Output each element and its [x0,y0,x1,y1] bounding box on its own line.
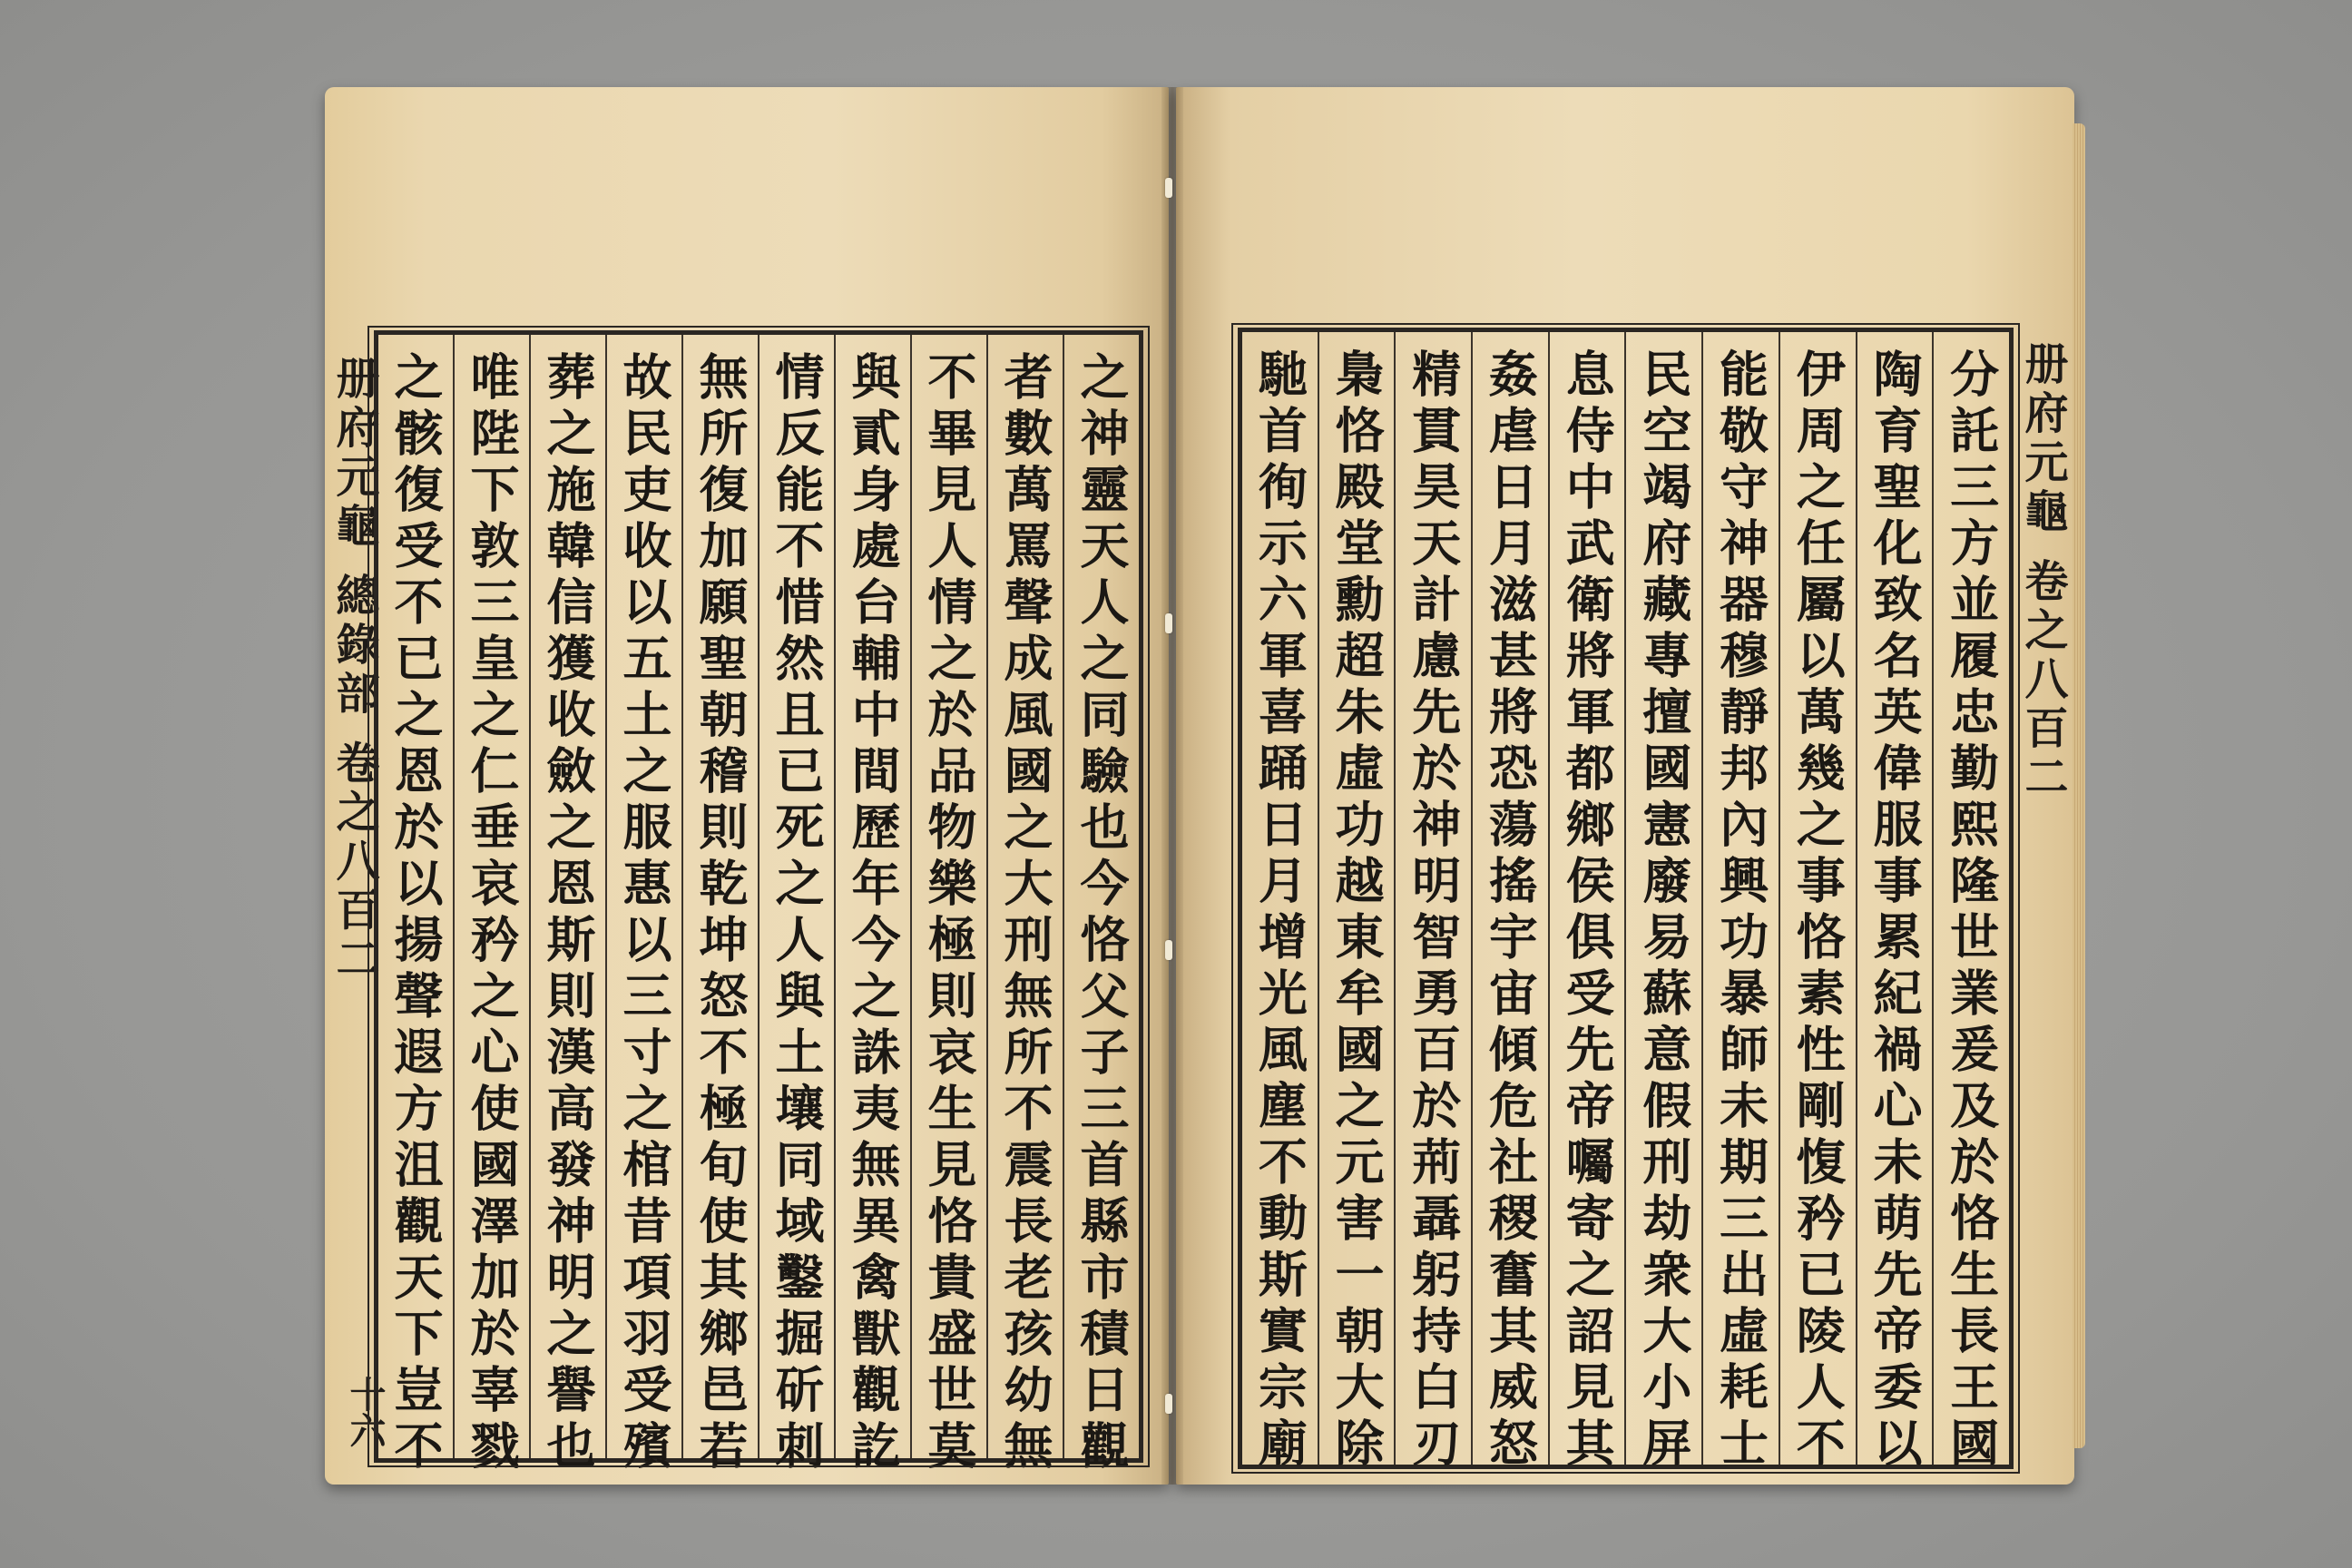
text-column [605,335,681,1476]
left-text-frame [374,330,1143,1476]
text-column [681,335,758,1476]
left-columns [378,335,1139,1476]
column-text: 不畢見人情之於品物樂極則哀生見恪貴盛世莫 [920,351,978,1476]
column-text: 葬之施韓信獲收斂之恩斯則漢高發神明之譽也 [539,351,597,1476]
column-text: 伊周之任屬以萬幾之事恪素性剛愎矜已陵人不 [1788,348,1847,1474]
column-text: 之神靈天人之同驗也今恪父子三首縣市積日觀 [1073,351,1131,1476]
page-edges [2073,123,2085,1448]
column-text: 故民吏收以五土之服惠以三寸之棺昔項羽受殯 [615,351,673,1476]
column-text: 情反能不惜然且已死之人與土壤同域鑿掘斫刺 [768,351,826,1476]
column-text: 分託三方並履忠勤熙隆世業爰及於恪生長王國 [1942,348,2001,1474]
column-text: 馳首徇示六軍喜踊日月增光風塵不動斯實宗廟 [1250,348,1309,1474]
left-leaf-number: 十六 [344,1376,387,1448]
text-column [1548,332,1625,1474]
text-column [529,335,605,1476]
text-column [1394,332,1471,1474]
text-column [834,335,910,1476]
text-column [1932,332,2009,1474]
column-text: 與貳身處台輔中間歷年今之誅夷無異禽獸觀訖 [844,351,902,1476]
text-column [910,335,986,1476]
binding-stitch [1165,1394,1172,1414]
binding-stitch [1165,613,1172,633]
right-text-frame [1238,328,2014,1474]
column-text: 唯陛下敦三皇之仁垂哀矜之心使國澤加於辜戮 [463,351,521,1476]
left-margin-title: 册府元龜 總錄部 卷之八百二 [328,356,379,985]
column-text: 能敬守神器穆靜邦內興功暴師未期三出虛耗士 [1711,348,1770,1474]
column-text: 陶育聖化致名英偉服事累紀禍心未萌先帝委以 [1865,348,1924,1474]
book-gutter [1161,87,1183,1485]
text-column [1318,332,1395,1474]
column-text: 精貫昊天計慮先於神明智勇百於荊聶躬持白刃 [1404,348,1463,1474]
column-text: 無所復加願聖朝稽則乾坤怒不極旬使其鄉邑若 [691,351,750,1476]
text-column [758,335,834,1476]
column-text: 息侍中武衛將軍都鄉侯俱受先帝囑寄之詔見其 [1558,348,1617,1474]
binding-stitch [1165,940,1172,960]
text-column [453,335,529,1476]
column-text: 民空竭府藏專擅國憲廢易蘇意假刑劫衆大小屏 [1634,348,1693,1474]
text-column [1063,335,1139,1476]
column-text: 梟恪殿堂勳超朱虛功越東牟國之元害一朝大除 [1328,348,1387,1474]
right-margin-title: 册府元龜 卷之八百二 [2017,341,2068,803]
text-column [1471,332,1548,1474]
binding-stitch [1165,178,1172,198]
text-column [1624,332,1701,1474]
text-column [1856,332,1933,1474]
text-column [1701,332,1779,1474]
left-page [325,87,1169,1485]
right-columns [1242,332,2009,1474]
open-book [325,87,2085,1485]
text-column [378,335,453,1476]
text-column [1242,332,1318,1474]
column-text: 之骸復受不已之恩於以揚聲遐方沮觀天下豈不 [387,351,445,1476]
column-text: 者數萬罵聲成風國之大刑無所不震長老孩幼無 [996,351,1054,1476]
column-text: 姦虐日月滋甚將恐蕩搖宇宙傾危社稷奮其威怒 [1481,348,1540,1474]
text-column [986,335,1063,1476]
text-column [1779,332,1856,1474]
